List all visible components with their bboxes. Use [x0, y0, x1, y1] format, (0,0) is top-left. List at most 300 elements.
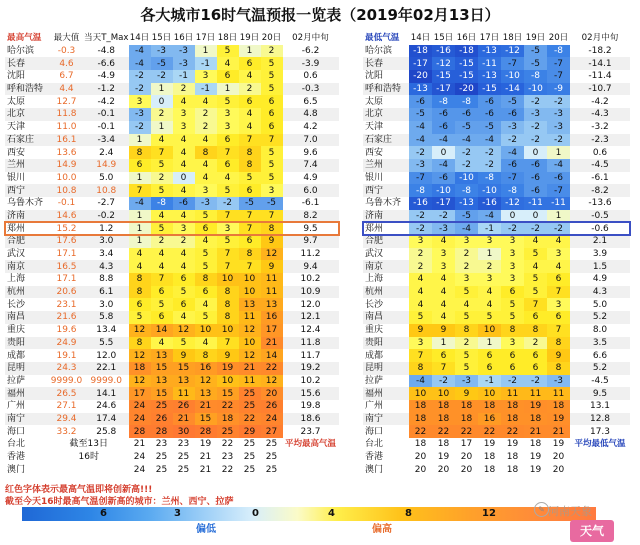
- min-header-cell: 14日: [410, 33, 431, 44]
- forecast-cell: -3: [547, 375, 570, 388]
- forecast-cell: 7: [239, 210, 261, 223]
- forecast-cell: 25: [239, 400, 261, 413]
- forecast-cell: 6: [501, 362, 524, 375]
- forecast-cell: 19: [552, 439, 565, 450]
- forecast-cell: 5: [151, 184, 173, 197]
- forecast-cell: 15: [151, 387, 173, 400]
- forecast-cell: 28: [129, 425, 151, 438]
- forecast-cell: 3: [501, 273, 524, 286]
- max-value: 16.5: [49, 260, 84, 273]
- city-name: 石家庄: [363, 134, 409, 147]
- today-max: -6.6: [84, 57, 129, 70]
- forecast-cell: 3: [173, 121, 195, 134]
- min-temp-row: [363, 57, 630, 70]
- min-temp-row: [363, 146, 630, 159]
- forecast-cell: 11: [261, 286, 283, 299]
- forecast-cell: -11: [478, 57, 501, 70]
- forecast-cell: 5: [195, 260, 217, 273]
- city-name: 西宁: [5, 184, 49, 197]
- city-name: 乌鲁木齐: [365, 198, 402, 209]
- min-temp-row: [363, 438, 630, 451]
- forecast-cell: 24: [261, 413, 283, 426]
- forecast-cell: 2: [173, 83, 195, 96]
- forecast-cell: 16: [261, 311, 283, 324]
- city-name: 沈阳: [365, 71, 384, 82]
- forecast-cell: 15: [173, 362, 195, 375]
- forecast-cell: 6: [239, 184, 261, 197]
- max-temp-row: [5, 45, 339, 58]
- min-temp-row: [363, 197, 630, 210]
- forecast-cell: 6: [524, 311, 547, 324]
- forecast-cell: 9: [432, 324, 455, 337]
- forecast-cell: 5: [173, 286, 195, 299]
- city-name: 兰州: [5, 159, 49, 172]
- forecast-cell: -16: [432, 45, 455, 58]
- max-temp-row: [5, 70, 339, 83]
- forecast-cell: 10: [195, 324, 217, 337]
- mid-month-avg: 19.8: [300, 401, 321, 412]
- forecast-cell: -2: [151, 70, 173, 83]
- forecast-cell: 4: [173, 95, 195, 108]
- forecast-cell: 5: [261, 146, 283, 159]
- mid-month-avg: 12.8: [570, 413, 630, 426]
- forecast-cell: 4: [195, 159, 217, 172]
- forecast-cell: 1: [478, 337, 501, 350]
- forecast-cell: 25: [173, 463, 195, 476]
- forecast-cell: 6: [432, 349, 455, 362]
- forecast-cell: 5: [217, 235, 239, 248]
- forecast-cell: 25: [239, 387, 261, 400]
- forecast-cell: 5: [409, 311, 432, 324]
- city-name: 福州: [363, 387, 409, 400]
- forecast-cell: 7: [432, 362, 455, 375]
- city-name: 武汉: [7, 249, 26, 260]
- city-name: 南昌: [363, 311, 409, 324]
- forecast-cell: 15: [151, 362, 173, 375]
- today-max: 14.1: [84, 387, 129, 400]
- mid-month-avg: 10.2: [300, 375, 321, 386]
- forecast-cell: -2: [129, 121, 151, 134]
- forecast-cell: 18: [432, 400, 455, 413]
- mid-month-avg: 0.6: [592, 147, 608, 158]
- forecast-cell: -7: [547, 184, 570, 197]
- forecast-cell: 8: [217, 311, 239, 324]
- city-name: 西安: [365, 147, 384, 158]
- min-temp-row: [363, 286, 630, 299]
- forecast-cell: 22: [217, 463, 239, 476]
- forecast-cell: -11: [524, 197, 547, 210]
- forecast-cell: 2: [455, 248, 478, 261]
- forecast-cell: 7: [217, 210, 239, 223]
- mid-month-avg: 7.4: [283, 159, 339, 172]
- forecast-cell: 13: [173, 375, 195, 388]
- forecast-cell: 25: [173, 451, 195, 464]
- forecast-cell: -17: [432, 83, 455, 96]
- forecast-cell: 7: [524, 298, 547, 311]
- forecast-cell: 4: [195, 298, 217, 311]
- forecast-cell: 3: [501, 235, 524, 248]
- forecast-cell: 24: [129, 451, 151, 464]
- city-name: 南宁: [363, 413, 409, 426]
- forecast-cell: 21: [239, 362, 261, 375]
- forecast-cell: 23: [173, 438, 195, 451]
- forecast-cell: -8: [455, 95, 478, 108]
- forecast-cell: 26: [261, 400, 283, 413]
- forecast-cell: 18: [478, 400, 501, 413]
- forecast-cell: 1: [547, 146, 570, 159]
- mid-month-avg: 12.4: [300, 325, 321, 336]
- wechat-icon: ✎: [534, 502, 549, 517]
- today-max: -0.1: [97, 122, 116, 133]
- forecast-cell: 3: [432, 260, 455, 273]
- forecast-cell: 4: [409, 286, 432, 299]
- city-name: 北京: [363, 108, 409, 121]
- city-name: 长沙: [7, 299, 26, 310]
- forecast-cell: 20: [460, 464, 473, 475]
- forecast-cell: 26: [173, 400, 195, 413]
- forecast-cell: 20: [414, 452, 427, 463]
- footnote-record-cities: 截至今天16时最高气温创新高的城市：兰州、西宁、拉萨: [5, 497, 234, 507]
- forecast-cell: 8: [455, 324, 478, 337]
- forecast-cell: 13: [239, 298, 261, 311]
- forecast-cell: 5: [478, 311, 501, 324]
- city-name: 昆明: [5, 362, 49, 375]
- forecast-cell: -17: [409, 57, 432, 70]
- city-name: 乌鲁木齐: [7, 198, 44, 209]
- forecast-cell: 4: [239, 70, 261, 83]
- mid-month-avg: 4.9: [303, 172, 318, 183]
- forecast-cell: 11: [547, 387, 570, 400]
- forecast-cell: 18: [529, 439, 542, 450]
- city-name: 天津: [365, 122, 384, 133]
- forecast-cell: -3: [501, 121, 524, 134]
- forecast-cell: -8: [151, 197, 173, 210]
- forecast-cell: 2: [409, 248, 432, 261]
- forecast-cell: 10: [217, 375, 239, 388]
- min-header-cell: 02月中旬: [581, 33, 619, 44]
- mid-month-avg: 2.1: [570, 235, 630, 248]
- today-max: 1.2: [99, 223, 114, 234]
- forecast-cell: 12: [239, 349, 261, 362]
- city-name: 兰州: [363, 159, 409, 172]
- mid-month-avg: -3.2: [591, 122, 609, 133]
- cutoff-note: 截至13日: [69, 439, 108, 450]
- city-name: 长春: [363, 57, 409, 70]
- max-value: 4.6: [49, 57, 84, 70]
- forecast-cell: 8: [239, 146, 261, 159]
- today-max: -0.1: [84, 108, 129, 121]
- mid-month-avg: -14.1: [570, 57, 630, 70]
- forecast-cell: 0: [501, 210, 524, 223]
- city-name: 南宁: [5, 413, 49, 426]
- max-value: 17.1: [56, 274, 77, 285]
- forecast-cell: -4: [129, 197, 151, 210]
- forecast-cell: 7: [217, 260, 239, 273]
- min-temp-row: [363, 337, 630, 350]
- today-max: 5.5: [84, 337, 129, 350]
- forecast-cell: -2: [547, 95, 570, 108]
- min-header-cell: 最低气温: [365, 33, 400, 44]
- forecast-cell: 8: [195, 146, 217, 159]
- mid-month-avg: 17.3: [589, 426, 611, 437]
- max-value: 27.1: [56, 401, 77, 412]
- forecast-cell: 4: [547, 260, 570, 273]
- forecast-cell: 9: [455, 387, 478, 400]
- forecast-cell: 5: [173, 337, 195, 350]
- mid-month-avg: 15.6: [283, 387, 339, 400]
- mid-month-avg: 8.0: [592, 325, 608, 336]
- forecast-cell: 8: [524, 324, 547, 337]
- city-name: 石家庄: [5, 134, 49, 147]
- forecast-cell: 21: [195, 463, 217, 476]
- forecast-cell: 17: [261, 324, 283, 337]
- forecast-cell: 25: [151, 463, 173, 476]
- forecast-cell: -17: [432, 197, 455, 210]
- forecast-cell: 30: [173, 425, 195, 438]
- min-temp-row: [363, 362, 630, 375]
- forecast-cell: 5: [195, 210, 217, 223]
- forecast-cell: -16: [409, 197, 432, 210]
- forecast-cell: -2: [409, 222, 432, 235]
- min-temp-row: [363, 70, 630, 83]
- forecast-cell: 18: [437, 439, 450, 450]
- today-max: 8.8: [99, 274, 114, 285]
- forecast-cell: 22: [432, 425, 455, 438]
- forecast-cell: 1: [151, 83, 173, 96]
- forecast-cell: -6: [524, 172, 547, 185]
- forecast-cell: 4: [432, 273, 455, 286]
- mid-month-avg: 9.5: [570, 387, 630, 400]
- mid-month-avg: 19.2: [283, 362, 339, 375]
- avg-label: [283, 463, 339, 476]
- max-value: 12.7: [56, 96, 77, 107]
- forecast-cell: 7: [409, 349, 432, 362]
- min-temp-row: [363, 463, 630, 476]
- forecast-cell: 7: [217, 146, 239, 159]
- forecast-cell: 1: [195, 45, 217, 58]
- forecast-cell: 16: [195, 362, 217, 375]
- forecast-cell: 25: [239, 463, 261, 476]
- today-max: 5.0: [99, 172, 114, 183]
- forecast-cell: -10: [524, 83, 547, 96]
- forecast-cell: 6: [478, 362, 501, 375]
- max-temp-row: [5, 413, 339, 426]
- mid-month-avg: 8.2: [283, 210, 339, 223]
- forecast-cell: 4: [195, 134, 217, 147]
- forecast-cell: 7: [547, 324, 570, 337]
- forecast-cell: 0: [524, 146, 547, 159]
- forecast-cell: -1: [478, 375, 501, 388]
- forecast-cell: 10: [409, 387, 432, 400]
- forecast-cell: -5: [239, 197, 261, 210]
- forecast-cell: 18: [432, 413, 455, 426]
- cutoff-note: [49, 463, 129, 476]
- max-temp-row: [5, 463, 339, 476]
- forecast-cell: 19: [524, 400, 547, 413]
- forecast-cell: 11: [524, 387, 547, 400]
- forecast-cell: 5: [195, 311, 217, 324]
- forecast-cell: -4: [129, 57, 151, 70]
- city-name: 贵阳: [363, 337, 409, 350]
- forecast-cell: -8: [547, 45, 570, 58]
- forecast-cell: 4: [151, 134, 173, 147]
- city-name: 太原: [7, 96, 26, 107]
- city-name: 成都: [365, 350, 384, 361]
- forecast-cell: 6: [261, 108, 283, 121]
- forecast-cell: -4: [409, 375, 432, 388]
- forecast-cell: 6: [524, 349, 547, 362]
- min-header-cell: 17日: [479, 33, 500, 44]
- forecast-cell: 4: [173, 210, 195, 223]
- max-temp-table: [5, 32, 339, 476]
- color-legend-tick: 3: [174, 508, 181, 519]
- today-max: 6.1: [84, 286, 129, 299]
- forecast-cell: 9: [217, 349, 239, 362]
- forecast-cell: 11: [239, 311, 261, 324]
- city-name: 武汉: [365, 249, 384, 260]
- forecast-cell: -6: [501, 159, 524, 172]
- forecast-cell: 2: [173, 235, 195, 248]
- forecast-cell: 6: [151, 286, 173, 299]
- forecast-cell: 18: [483, 464, 496, 475]
- min-header-cell: 16日: [456, 33, 477, 44]
- forecast-cell: 10: [239, 286, 261, 299]
- forecast-cell: 5: [239, 172, 261, 185]
- forecast-cell: 3: [478, 235, 501, 248]
- forecast-cell: 27: [261, 425, 283, 438]
- forecast-cell: 6: [217, 134, 239, 147]
- forecast-cell: -4: [432, 134, 455, 147]
- avg-label: 平均最高气温: [285, 439, 337, 450]
- color-legend-bar: [22, 507, 596, 521]
- max-value: 19.6: [56, 325, 77, 336]
- forecast-cell: 15: [195, 413, 217, 426]
- avg-label: [570, 451, 630, 464]
- forecast-cell: -2: [455, 159, 478, 172]
- max-header-cell: 17日: [195, 33, 216, 44]
- forecast-cell: 8: [129, 273, 151, 286]
- forecast-cell: 1: [129, 134, 151, 147]
- forecast-cell: 5: [217, 184, 239, 197]
- forecast-cell: 5: [151, 298, 173, 311]
- forecast-cell: 3: [217, 121, 239, 134]
- mid-month-avg: -11.4: [588, 71, 612, 82]
- city-name: 广州: [7, 401, 26, 412]
- forecast-cell: -4: [432, 159, 455, 172]
- forecast-cell: 18: [506, 464, 519, 475]
- forecast-cell: 4: [195, 95, 217, 108]
- forecast-cell: 4: [151, 210, 173, 223]
- forecast-cell: 2: [455, 337, 478, 350]
- mid-month-avg: -6.2: [301, 46, 320, 57]
- max-header-cell: 最大值: [53, 33, 80, 44]
- mid-month-avg: 6.5: [303, 96, 318, 107]
- mid-month-avg: -4.2: [591, 96, 609, 107]
- today-max: 2.4: [99, 147, 114, 158]
- forecast-cell: 19: [217, 362, 239, 375]
- forecast-cell: 1: [217, 83, 239, 96]
- mid-month-avg: -4.3: [570, 108, 630, 121]
- forecast-cell: 11: [173, 387, 195, 400]
- forecast-cell: 6: [239, 57, 261, 70]
- city-name: 北京: [5, 108, 49, 121]
- forecast-cell: 4: [195, 235, 217, 248]
- max-header-cell: 15日: [151, 33, 172, 44]
- max-temp-row: [5, 324, 339, 337]
- min-temp-row: [363, 349, 630, 362]
- forecast-cell: 2: [478, 260, 501, 273]
- forecast-cell: 7: [129, 184, 151, 197]
- forecast-cell: -5: [501, 95, 524, 108]
- min-temp-row: [363, 387, 630, 400]
- forecast-cell: 5: [217, 95, 239, 108]
- forecast-cell: -2: [524, 121, 547, 134]
- forecast-cell: 22: [261, 362, 283, 375]
- forecast-cell: -4: [478, 210, 501, 223]
- forecast-cell: 25: [239, 451, 261, 464]
- forecast-cell: 14: [261, 349, 283, 362]
- mid-month-avg: -3.9: [283, 57, 339, 70]
- forecast-cell: 2: [195, 108, 217, 121]
- forecast-cell: -7: [409, 172, 432, 185]
- forecast-cell: 25: [261, 463, 283, 476]
- cutoff-note: 16时: [78, 452, 99, 463]
- forecast-cell: -3: [547, 108, 570, 121]
- forecast-cell: 1: [129, 235, 151, 248]
- max-temp-row: [5, 387, 339, 400]
- forecast-cell: 8: [129, 146, 151, 159]
- forecast-cell: 6: [261, 121, 283, 134]
- forecast-cell: 4: [173, 248, 195, 261]
- forecast-cell: 3: [501, 260, 524, 273]
- forecast-cell: -13: [409, 83, 432, 96]
- today-max: -2.7: [97, 198, 116, 209]
- forecast-cell: -6: [432, 172, 455, 185]
- forecast-cell: 25: [261, 438, 283, 451]
- today-max: -0.2: [84, 210, 129, 223]
- min-temp-row: [363, 425, 630, 438]
- forecast-cell: -4: [409, 121, 432, 134]
- forecast-cell: 12: [261, 248, 283, 261]
- city-name: 福州: [5, 387, 49, 400]
- forecast-cell: -2: [524, 222, 547, 235]
- forecast-cell: 21: [195, 400, 217, 413]
- forecast-cell: 21: [173, 413, 195, 426]
- avg-label: [283, 451, 339, 464]
- forecast-cell: 1: [478, 248, 501, 261]
- forecast-cell: 2: [455, 260, 478, 273]
- forecast-cell: 12: [129, 375, 151, 388]
- forecast-cell: 7: [217, 248, 239, 261]
- forecast-cell: -4: [129, 45, 151, 58]
- min-temp-row: [363, 184, 630, 197]
- forecast-cell: -6: [478, 95, 501, 108]
- forecast-cell: 1: [129, 222, 151, 235]
- forecast-cell: 12: [173, 324, 195, 337]
- min-temp-row: [363, 210, 630, 223]
- city-name: 合肥: [363, 235, 409, 248]
- forecast-cell: -8: [478, 172, 501, 185]
- forecast-cell: 29: [239, 425, 261, 438]
- forecast-cell: 18: [455, 413, 478, 426]
- forecast-cell: 8: [217, 298, 239, 311]
- forecast-cell: 28: [151, 425, 173, 438]
- city-name: 合肥: [5, 235, 49, 248]
- mid-month-avg: -4.5: [591, 375, 609, 386]
- forecast-cell: 10: [478, 324, 501, 337]
- forecast-cell: -4: [455, 222, 478, 235]
- forecast-cell: -2: [501, 134, 524, 147]
